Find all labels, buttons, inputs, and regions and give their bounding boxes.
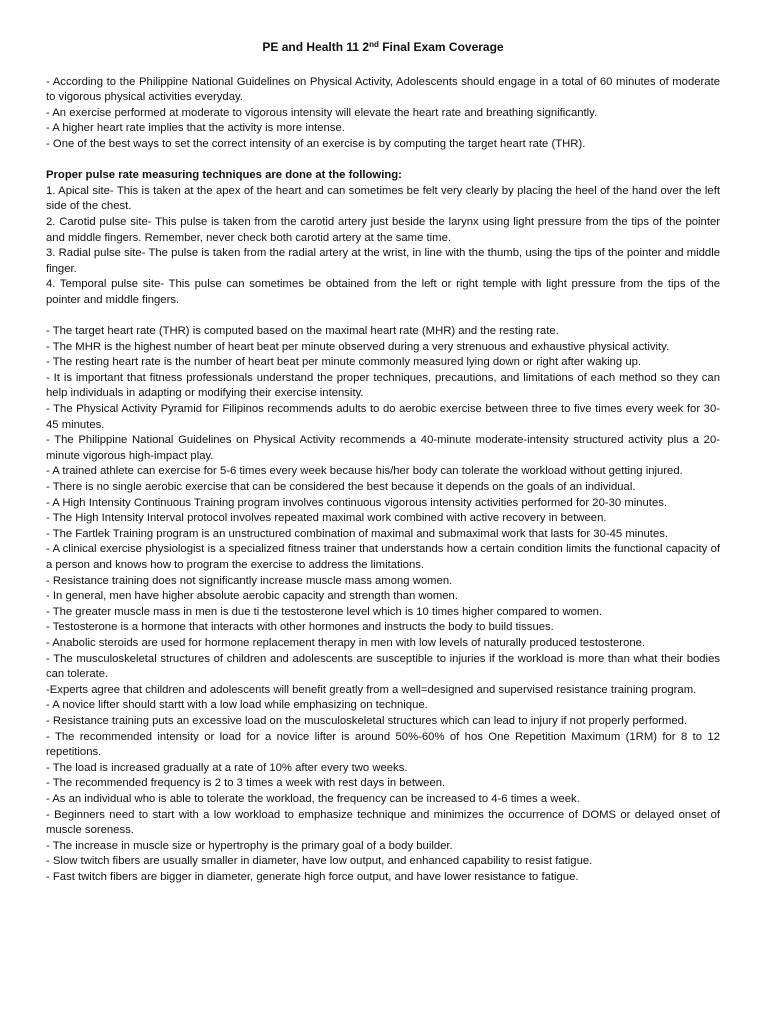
title-suffix: Final Exam Coverage — [378, 40, 504, 54]
note-item: - The target heart rate (THR) is computed based on the maximal heart rate (MHR) and the resting rate. — [46, 325, 559, 338]
note-item: - The musculoskeletal structures of children and adolescents are susceptible to injuries if the workload is more than what their bodies can tolerate. — [46, 652, 720, 681]
note-item: - The increase in muscle size or hypertrophy is the primary goal of a body builder. — [46, 839, 453, 852]
note-item: - A trained athlete can exercise for 5-6 times every week because his/her body can tolerate the workload without getting injured. — [46, 465, 683, 478]
note-item: - Beginners need to start with a low workload to emphasize technique and minimizes the occurrence of DOMS or delayed onset of muscle soreness. — [46, 808, 720, 837]
note-item: - Resistance training does not significantly increase muscle mass among women. — [46, 574, 453, 587]
note-item: - Fast twitch fibers are bigger in diameter, generate high force output, and have lower resistance to fatigue. — [46, 870, 579, 883]
notes-section — [46, 324, 720, 885]
intro-paragraph: - According to the Philippine National Guidelines on Physical Activity, Adolescents should engage in a total of 60 minutes of moderate to vigorous physical activities everyday. — [46, 75, 720, 104]
note-item: - The Fartlek Training program is an unstructured combination of maximal and submaximal work that lasts for 30-45 minutes. — [46, 527, 669, 540]
spacer — [46, 309, 720, 325]
note-item: - Testosterone is a hormone that interacts with other hormones and instructs the body to build tissues. — [46, 621, 554, 634]
intro-paragraph: - An exercise performed at moderate to vigorous intensity will elevate the heart rate and breathing significantly. — [46, 106, 598, 119]
intro-section — [46, 75, 720, 153]
note-item: - There is no single aerobic exercise that can be considered the best because it depends on the goals of an individual. — [46, 481, 636, 494]
note-item: - As an individual who is able to tolerate the workload, the frequency can be increased to 4-6 times a week. — [46, 792, 580, 805]
note-item: - It is important that fitness professionals understand the proper techniques, precautions, and limitations of each method so they can help individuals in adapting or modifying their exercise intensity. — [46, 371, 720, 400]
note-item: - The High Intensity Interval protocol involves repeated maximal work combined with active recovery in between. — [46, 512, 607, 525]
note-item: - A High Intensity Continuous Training program involves continuous vigorous intensity activities performed for 20-30 minutes. — [46, 496, 668, 509]
note-item: - In general, men have higher absolute aerobic capacity and strength than women. — [46, 590, 458, 603]
note-item: - Resistance training puts an excessive load on the musculoskeletal structures which can lead to injury if not properly performed. — [46, 714, 688, 727]
title-superscript: nd — [369, 40, 379, 49]
note-item: - The greater muscle mass in men is due ti the testosterone level which is 10 times higher compared to women. — [46, 605, 603, 618]
note-item: - A clinical exercise physiologist is a specialized fitness trainer that understands how a certain condition limits the functional capacity of a person and knows how to program the exercise to address the limitations. — [46, 543, 720, 571]
pulse-section — [46, 168, 720, 308]
document-title — [46, 40, 720, 56]
intro-paragraph: - One of the best ways to set the correct intensity of an exercise is by computing the target heart rate (THR). — [46, 137, 586, 150]
pulse-site-item: 3. Radial pulse site- The pulse is taken from the radial artery at the wrist, in line with the thumb, using the tips of the pointer and middle finger. — [46, 247, 720, 275]
intro-paragraph: - A higher heart rate implies that the activity is more intense. — [46, 122, 345, 135]
note-item: - The recommended frequency is 2 to 3 times a week with rest days in between. — [46, 777, 446, 790]
pulse-heading: Proper pulse rate measuring techniques are done at the following: — [46, 169, 402, 182]
note-item: - The resting heart rate is the number of heart beat per minute commonly measured lying down or right after waking up. — [46, 356, 642, 369]
note-item: - Anabolic steroids are used for hormone replacement therapy in men with low levels of naturally produced testosterone. — [46, 636, 646, 649]
document-page — [46, 40, 720, 885]
spacer — [46, 153, 720, 169]
note-item: - The Physical Activity Pyramid for Filipinos recommends adults to do aerobic exercise between three to five times every week for 30-45 minutes. — [46, 403, 720, 431]
note-item: - A novice lifter should startt with a low load while emphasizing on technique. — [46, 699, 428, 712]
note-item: - The MHR is the highest number of heart beat per minute observed during a very strenuous and exhaustive physical activity. — [46, 340, 670, 353]
note-item: -Experts agree that children and adolescents will benefit greatly from a well=designed and supervised resistance training program. — [46, 683, 697, 696]
pulse-site-item: 2. Carotid pulse site- This pulse is taken from the carotid artery just beside the larynx using light pressure from the tips of the pointer and middle fingers. Remember, never check both carotid artery at the same time. — [46, 215, 720, 244]
note-item: - The Philippine National Guidelines on Physical Activity recommends a 40-minute moderate-intensity structured activity plus a 20-minute vigorous high-impact play. — [46, 434, 720, 462]
note-item: - Slow twitch fibers are usually smaller in diameter, have low output, and enhanced capability to resist fatigue. — [46, 855, 593, 868]
title-prefix: PE and Health 11 2 — [262, 40, 370, 54]
pulse-site-item: 4. Temporal pulse site- This pulse can sometimes be obtained from the left or right temple with light pressure from the tips of the pointer and middle fingers. — [46, 278, 720, 306]
pulse-site-item: 1. Apical site- This is taken at the apex of the heart and can sometimes be felt very clearly by placing the heel of the hand over the left side of the chest. — [46, 184, 720, 213]
note-item: - The recommended intensity or load for a novice lifter is around 50%-60% of hos One Repetition Maximum (1RM) for 8 to 12 repetitions. — [46, 730, 720, 759]
note-item: - The load is increased gradually at a rate of 10% after every two weeks. — [46, 761, 408, 774]
